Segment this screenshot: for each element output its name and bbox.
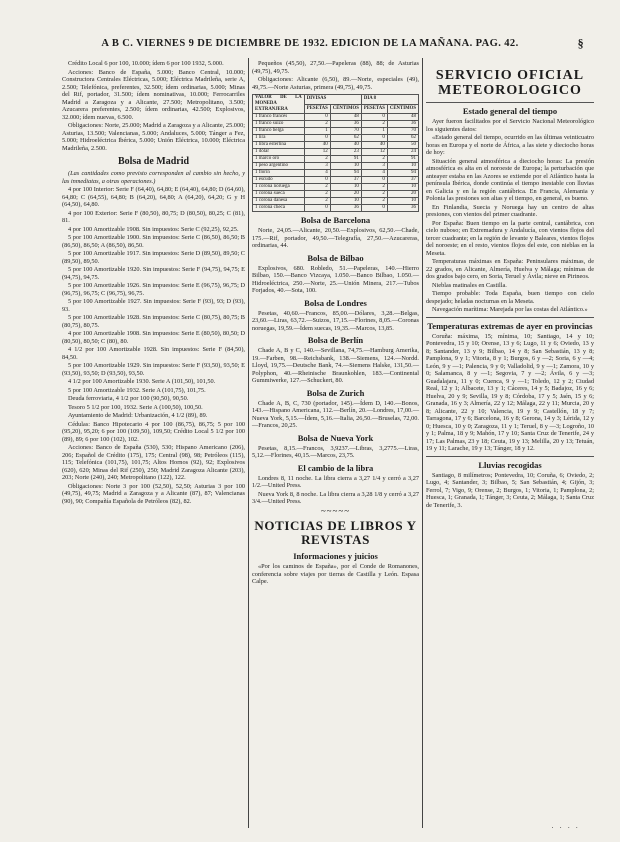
londres-title: Bolsa de Londres	[304, 297, 367, 308]
meteo-title: SERVICIO OFICIAL METEOROLOGICO	[435, 68, 585, 98]
page-header	[0, 38, 620, 49]
table-cell: 0	[361, 177, 387, 184]
paragraph: 4 por 100 Amortizable 1908. Sin impuestos: Serie E (80,50), 80,50; D (80,50), 80,50; C (80), 80.	[62, 330, 245, 345]
table-row	[253, 163, 419, 170]
table-sub-header: CÉNTIMOS	[330, 104, 361, 114]
paragraph: Crédito Local 6 por 100, 10.000; ídem 6 por 100 1932, 5.000.	[68, 60, 224, 67]
noticias-title: NOTICIAS DE LIBROS Y REVISTAS	[254, 518, 417, 547]
paragraph: Por España: Buen tiempo en la parte central, cantábrica, con cielo nuboso; en Extremadura y Andalucía, con vientos flojos del tercer cuadrante; en la región de levante y Baleares, vientos flojos del noroeste; en el resto, vientos flojos del este, con nieblas en la Meseta.	[426, 219, 594, 257]
table-cell: 10	[330, 198, 361, 205]
table-cell: 1 corona sueca	[253, 191, 305, 198]
table-row	[253, 177, 419, 184]
paragraph: 5 por 100 Amortizable 1929. Sin impuestos: Serie F (93,50), 93,50; E (93,50), 93,50; D (93,50), 93,50.	[62, 362, 245, 377]
table-row	[253, 149, 419, 156]
table-cell: 0	[361, 135, 387, 142]
table-cell: 70	[387, 128, 418, 135]
bolsa-madrid-note: (Las cantidades como previsto corresponden al cambio sin hecho, y las inmediatas, a otras operaciones.)	[62, 170, 245, 185]
berlin-text: Chade A, B y C, 140.—Sevillana, 74,75.—Hamburg Amerika, 19.—Farben, 98.—Reichsbank, 138.—Siemens, 124.—Nordd. Lloyd, 19,75.—Deutsche Bank, 74.—Siemens Halske, 131,50.—Polyphon, 40.—Rheinische Braunkohlen, 183.—Continental Gummiwerke, 127.—Schuckert, 80.	[252, 347, 419, 384]
estado-body	[426, 118, 594, 314]
table-cell: 1	[304, 128, 330, 135]
paragraph: Tiempo probable: Toda España, buen tiempo con cielo despejado; heladas nocturnas en la Meseta.	[426, 290, 594, 305]
paragraph: 5 por 100 Amortizable 1926. Sin impuestos: Serie E (96,75), 96,75; D (96,75), 96,75; C (96,75), 96,75.	[62, 282, 245, 297]
table-cell: 10	[387, 184, 418, 191]
bolsa-madrid-title: Bolsa de Madrid	[117, 156, 190, 167]
table-cell: 2	[304, 184, 330, 191]
paragraph: 5 por 100 Amortizable 1900. Sin impuestos: Serie C (86,50), 86,50; B (86,50), 86,50; A (86,50), 86,50.	[62, 234, 245, 249]
table-caption: VALOR DE LA MONEDA EXTRANJERA	[253, 95, 305, 114]
table-cell: 2	[304, 198, 330, 205]
table-cell: 23	[330, 149, 361, 156]
table-row	[253, 135, 419, 142]
column-bolsas	[252, 60, 419, 587]
table-cell: 50	[387, 142, 418, 149]
paragraph: Ayer fueron facilitados por el Servicio Nacional Meteorológico los siguientes datos:	[426, 118, 594, 133]
table-cell: 12	[361, 149, 387, 156]
table-cell: 1 escudo	[253, 177, 305, 184]
header-mark: §	[577, 36, 584, 50]
temperaturas-title: Temperaturas extremas de ayer en provincias	[427, 320, 593, 331]
ornament: ~~~~~	[320, 505, 351, 516]
table-row	[253, 205, 419, 212]
table-row	[253, 114, 419, 121]
table-cell: 1 corona noruega	[253, 184, 305, 191]
table-cell: 1 peso argentino	[253, 163, 305, 170]
table-cell: 0	[304, 135, 330, 142]
table-cell: 2	[304, 156, 330, 163]
table-sub-header: PESETAS	[361, 104, 387, 114]
paragraph: En Finlandia, Suecia y Noruega hay un centro de altas presiones, con vientos del primer cuadrante.	[426, 203, 594, 218]
exchange-table-body	[253, 114, 419, 212]
libra-text-2: Nueva York 8, 8 noche. La libra cierra a 3,28 1/8 y cerró a 3,27 3/4.—United Press.	[252, 490, 419, 505]
table-cell: 1	[361, 128, 387, 135]
nuevayork-title: Bolsa de Nueva York	[297, 432, 374, 443]
table-group-2: DIA 8	[361, 95, 418, 105]
table-cell: 36	[387, 121, 418, 128]
paragraph: Temperaturas máximas en España: Peninsulares máximas, de 22 grados, en Alicante, Almería, Huelva y Málaga; mínimas de dos grados bajo cero, en Soria, Teruel y Ávila; nieve en Pirineos.	[426, 258, 594, 280]
zurich-text: Chade A, B, C, 730 (portador, 145).—Ídem D, 140.—Bonos, 143.—Hispano Americana, 112.—Berlín, 20.—Londres, 17,00.—Nueva York, 5,15.—Ídem, 5,16.—Italia, 26,50.—Bruselas, 72,00.—Francos, 20,25.	[252, 399, 419, 429]
paragraph: 5 por 100 Amortizable 1928. Sin impuestos: Serie C (80,75), 80,75; B (80,75), 80,75.	[62, 314, 245, 329]
table-cell: 0	[361, 205, 387, 212]
lluvias-text: Santiago, 8 milímetros; Pontevedra, 10; Coruña, 6; Oviedo, 2; Lugo, 4; Santander, 3; Bilbao, 5; San Sebastián, 4; Gijón, 3; Ferrol, 7; Vigo, 9; Orense, 2; Burgos, 1; Vitoria, 1; Pamplona, 2; Huesca, 1; Granada, 1; Tánger, 3; Ceuta, 2; Málaga, 1; Santa Cruz de Tenerife, 3.	[426, 471, 594, 509]
bilbao-title: Bolsa de Bilbao	[307, 252, 364, 263]
table-cell: 91	[330, 156, 361, 163]
footer-marks: · · · ·	[551, 824, 580, 832]
paragraph: Deuda ferroviaria, 4 1/2 por 100 (90,50), 90,50.	[68, 395, 189, 402]
londres-text: Pesetas, 40,60.—Francos, 85,00.—Dólares, 3,28.—Belgas, 23,60.—Liras, 63,72.—Suizos, 17,15.—Florines, 8,05.—Coronas noruegas, 19,59.—Ídem suecas, 19,35.—Marcos, 13,85.	[252, 309, 419, 332]
lluvias-title: Lluvias recogidas	[478, 459, 542, 470]
table-cell: 24	[387, 149, 418, 156]
table-cell: 37	[330, 177, 361, 184]
table-cell: 3	[304, 163, 330, 170]
paragraph: «Estado general del tiempo, ocurrido en las últimas veinticuatro horas en Europa y el norte de África, a las siete y dieciocho horas de hoy:	[426, 134, 594, 156]
temperaturas-text: Coruña: máxima, 15; mínima, 10; Santiago, 14 y 10; Pontevedra, 15 y 10; Orense, 13 y 6; Lugo, 11 y 6; Oviedo, 13 y 8; Santander, 13 y 9; Bilbao, 14 y 8; San Sebastián, 13 y 8; Pamplona, 9 y 1; Vitoria, 8 y 1; Burgos, 6 y —2; Soria, 6 y —4; León, 9 y —1; Palencia, 9 y 0; Valladolid, 9 y —1; Zamora, 10 y 0; Salamanca, 8 y —1; Segovia, 7 y —2; Ávila, 6 y —3; Guadalajara, 11 y 0; Cuenca, 9 y —1; Toledo, 12 y 2; Ciudad Real, 12 y 1; Albacete, 13 y 1; Cáceres, 14 y 5; Badajoz, 16 y 6; Huelva, 20 y 9; Sevilla, 19 y 8; Córdoba, 17 y 5; Jaén, 15 y 6; Granada, 16 y 3; Almería, 22 y 12; Málaga, 22 y 11; Murcia, 20 y 8; Alicante, 22 y 10; Valencia, 19 y 9; Castellón, 18 y 7; Tarragona, 17 y 6; Barcelona, 16 y 8; Gerona, 14 y 3; Lérida, 12 y 0; Huesca, 10 y 0; Zaragoza, 11 y 1; Teruel, 8 y —3; Logroño, 10 y 1; Palma, 18 y 9; Mahón, 17 y 10; Santa Cruz de Tenerife, 24 y 17; Las Palmas, 23 y 18; Ceuta, 19 y 13; Melilla, 20 y 13; Tetuán, 19 y 11; Larache, 19 y 13; Tánger, 18 y 12.	[426, 332, 594, 452]
table-cell: 94	[387, 170, 418, 177]
table-cell: 1 dólar	[253, 149, 305, 156]
paragraph: Cédulas: Banco Hipotecario 4 por 100 (86,75), 86,75; 5 por 100 (95,20), 95,20; 6 por 100 (109,50), 109,50; Crédito Local 5 1/2 por 100 (89), 89; 6 por 100 (102), 102.	[62, 420, 245, 443]
table-cell: 1 libra esterlina	[253, 142, 305, 149]
table-row	[253, 184, 419, 191]
paragraph: Navegación marítima: Marejada por las costas del Atlántico.»	[432, 306, 588, 313]
libra-text-1: Londres 8, 11 noche. La libra cierra a 3,27 1/4 y cerró a 3,27 1/2.—United Press.	[252, 474, 419, 489]
bolsa-madrid-body	[62, 186, 245, 505]
paragraph: Tesoro 5 1/2 por 100, 1932. Serie A (100,50), 100,50.	[68, 403, 203, 411]
table-row	[253, 191, 419, 198]
table-cell: 4	[304, 170, 330, 177]
table-cell: 2	[361, 191, 387, 198]
table-row	[253, 198, 419, 205]
table-cell: 10	[387, 163, 418, 170]
table-row	[253, 121, 419, 128]
paragraph: Ayuntamiento de Madrid: Urbanización, 4 1/2 (89), 89.	[68, 412, 208, 419]
paragraph: Obligaciones: Norte 3 por 100 (52,50), 52,50; Asturias 3 por 100 (49,75), 49,75; Madrid a Zaragoza y a Alicante (87), 87; Valencianas (90), 90; Compañía Española de Petróleos (82), 82.	[62, 482, 245, 505]
table-row	[253, 128, 419, 135]
table-row	[253, 156, 419, 163]
table-cell: 0	[304, 114, 330, 121]
table-cell: 1 franco belga	[253, 128, 305, 135]
barcelona-title: Bolsa de Barcelona	[300, 215, 371, 225]
table-cell: 91	[387, 156, 418, 163]
paragraph: Obligaciones: Alicante (6,50), 89.—Norte, especiales (49), 49,75.—Norte Asturias, primera (49,75), 49,75.	[252, 76, 419, 91]
paragraph: 4 por 100 Interior: Serie F (64,40), 64,80; E (64,40), 64,80; D (64,60), 64,80; C (64,55), 64,80; B (64,20), 64,80; A (64,20), 64,20; G y H (64,50), 64,80.	[62, 186, 245, 208]
bilbao-text: Explosivos, 680. Robledo, 51.—Papeleras, 140.—Hierro Bilbao, 150.—Banco Vizcaya, 1.050.—Banco Bilbao, 1.050.—Hidroeléctrica, 250.—Norte, 25.—Unión Minera, 217.—Tubos Forjados, 40.—Sota, 100.	[252, 264, 419, 294]
table-sub-header: PESETAS	[304, 104, 330, 114]
table-cell: 10	[330, 184, 361, 191]
table-cell: 40	[304, 142, 330, 149]
table-cell: 1 franco francés	[253, 114, 305, 121]
table-cell: 2	[361, 156, 387, 163]
table-cell: 2	[361, 121, 387, 128]
table-cell: 10	[330, 163, 361, 170]
table-cell: 1 corona checa	[253, 205, 305, 212]
table-cell: 2	[304, 121, 330, 128]
table-cell: 48	[330, 114, 361, 121]
table-row	[253, 170, 419, 177]
table-cell: 1 florín	[253, 170, 305, 177]
estado-title: Estado general del tiempo	[462, 106, 558, 116]
table-cell: 0	[304, 205, 330, 212]
table-row	[253, 142, 419, 149]
table-cell: 20	[387, 191, 418, 198]
contratacion-intro	[62, 60, 245, 152]
divider	[426, 317, 594, 318]
paragraph: Nieblas matinales en Castilla.	[432, 281, 507, 289]
table-sub-header: CÉNTIMOS	[387, 104, 418, 114]
column-rule-2	[422, 58, 423, 828]
table-cell: 2	[361, 198, 387, 205]
paragraph: Acciones: Banco de España (530), 530; Hispano Americano (206), 206; Español de Crédito (175), 175; Central (98), 98; Petróleos (115), 115; Telefónica (101,75), 101,75; Altos Hornos (92), 92; Explosivos (620), 620; Minas del Rif (250), 250; Madrid Zaragoza Alicante (203), 203; Norte (240), 240; Metropolitano (122), 122.	[62, 444, 245, 481]
table-cell: 0	[361, 114, 387, 121]
paragraph: 4 por 100 Amortizable 1908. Sin impuestos: Serie C (92,25), 92,25.	[68, 225, 239, 233]
table-cell: 1 corona danesa	[253, 198, 305, 205]
paragraph: Acciones: Banco de España, 5.000; Banco Central, 10.000; Constructora Centrales Eléctricas, 5.000; Eléctrica Madrileña, serie A, 2.500; Telefónica, preferentes, 32.500; ídem ordinarias, 5.000; Minas del Rif, portador, 31.500; ídem nominativas, 10.000; Ferrocarriles Madrid a Zaragoza y a Alicante, 27.500; Metropolitano, 3.500; Azucarera preferentes, 2.500; ídem ordinarias, 42.500; Explosivos, 32.000; ídem nuevas, 6.500.	[62, 68, 245, 121]
table-cell: 12	[304, 149, 330, 156]
table-cell: 2	[304, 191, 330, 198]
exchange-table	[252, 94, 419, 212]
paragraph: 4 1/2 por 100 Amortizable 1928. Sin impuestos: Serie F (84,50), 84,50.	[62, 346, 245, 361]
zurich-title: Bolsa de Zurich	[306, 387, 365, 398]
table-cell: 1 franco suizo	[253, 121, 305, 128]
table-cell: 70	[330, 128, 361, 135]
table-cell: 36	[330, 205, 361, 212]
paragraph: Pequeños (45,50), 27,50.—Papeleras (88), 88; de Asturias (49,75), 49,75.	[252, 60, 419, 75]
table-cell: 36	[330, 121, 361, 128]
table-cell: 40	[361, 142, 387, 149]
paragraph: 5 por 100 Amortizable 1920. Sin impuestos: Serie F (94,75), 94,75; E (94,75), 94,75.	[62, 266, 245, 281]
table-cell: 3	[361, 163, 387, 170]
table-cell: 62	[330, 135, 361, 142]
header-title: A B C. VIERNES 9 DE DICIEMBRE DE 1932. EDICION DE LA MAÑANA. PAG. 42.	[101, 38, 519, 49]
informaciones-title: Informaciones y juicios	[293, 551, 378, 561]
paragraph: Situación general atmosférica a dieciocho horas: La presión atmosférica es alta en el noroeste de Europa; la perturbación que anteayer estaba en las Azores se extiende por el Atlántico hasta la península Ibérica, donde continúa el tiempo inestable con lluvias en Galicia y en la región cantábrica. En Francia, Alemania y Polonia las presiones son altas y el tiempo, en general, es bueno.	[426, 157, 594, 202]
paragraph: Obligaciones: Norte, 25.000; Madrid a Zaragoza y a Alicante, 25.000; Asturias, 13.500; Valencianas, 5.000; Andaluces, 5.000; Tánger a Fez, 5.000; Hidroeléctrica Ibérica, 5.000; Unión Eléctrica, 10.000; Eléctrica Madrileña, 2.500.	[62, 122, 245, 152]
paragraph: 4 por 100 Exterior: Serie F (80,50), 80,75; D (80,50), 80,25; C (81), 81.	[62, 209, 245, 224]
table-cell: 10	[387, 198, 418, 205]
table-cell: 0	[304, 177, 330, 184]
table-cell: 2	[361, 184, 387, 191]
paragraph: 5 por 100 Amortizable 1917. Sin impuestos: Serie D (89,50), 89,50; C (89,50), 89,50.	[62, 250, 245, 265]
table-cell: 62	[387, 135, 418, 142]
table-cell: 1 lira	[253, 135, 305, 142]
table-cell: 20	[330, 191, 361, 198]
column-rule-1	[248, 58, 249, 828]
paragraph: 5 por 100 Amortizable 1932. Serie A (101,75), 101,75.	[68, 386, 206, 394]
column-finance	[62, 60, 245, 506]
informaciones-text: «Por los caminos de España», por el Conde de Romanones, conferencia sobre viajes por tierras de Castilla y León. Espasa Calpe.	[252, 563, 419, 585]
table-cell: 37	[387, 177, 418, 184]
column2-top-text	[252, 60, 419, 91]
meteo-divider	[426, 102, 594, 103]
column-meteorologico	[426, 60, 594, 510]
barcelona-text: Norte, 24,05.—Alicante, 20,50.—Explosivos, 62,50.—Chade, 175.—Rif, portador, 49,50.—Telegrafía, 27,50.—Azucareras, ordinarias, 44.	[252, 227, 419, 249]
table-cell: 48	[387, 114, 418, 121]
table-cell: 94	[330, 170, 361, 177]
paragraph: 5 por 100 Amortizable 1927. Sin impuestos: Serie F (93), 93; D (93), 93.	[62, 298, 245, 313]
table-cell: 1 marco oro	[253, 156, 305, 163]
libra-title: El cambio de la libra	[297, 462, 374, 473]
paragraph: 4 1/2 por 100 Amortizable 1930. Serie A (101,50), 101,50.	[68, 378, 216, 385]
table-group-1: DIVISAS	[304, 95, 361, 105]
table-cell: 36	[387, 205, 418, 212]
divider	[426, 456, 594, 457]
nuevayork-text: Pesetas, 8,15.—Francos, 3,9237.—Libras, 3,2775.—Liras, 5,12.—Florines, 40,15.—Marcos, 23,75.	[252, 444, 419, 459]
table-cell: 40	[330, 142, 361, 149]
berlin-title: Bolsa de Berlín	[307, 335, 364, 345]
table-cell: 4	[361, 170, 387, 177]
